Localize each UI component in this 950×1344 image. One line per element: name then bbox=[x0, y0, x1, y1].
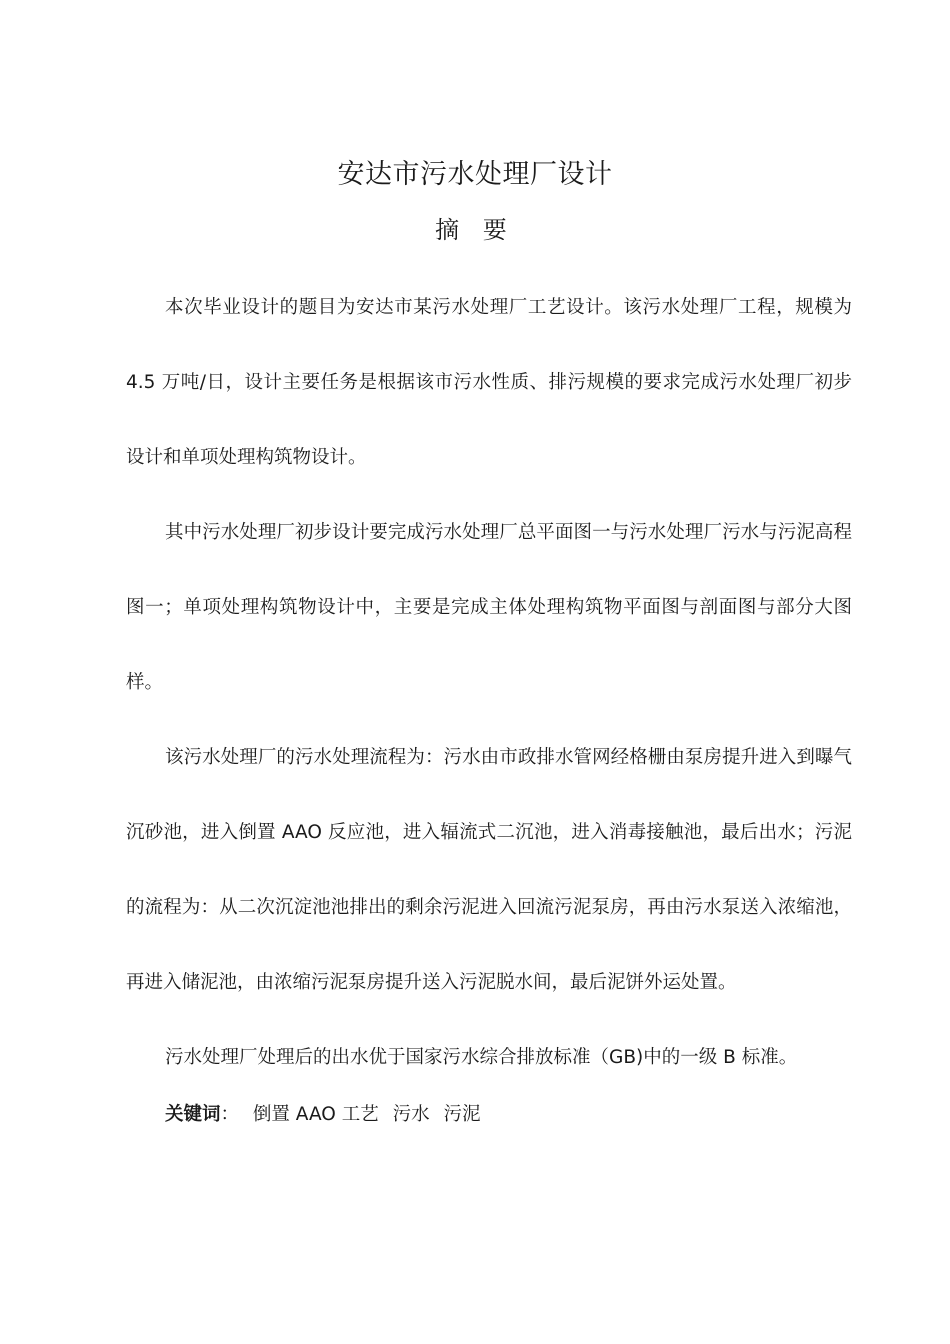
abstract-paragraph-2: 其中污水处理厂初步设计要完成污水处理厂总平面图一与污水处理厂污水与污泥高程图一；单项处理构筑物设计中，主要是完成主体处理构筑物平面图与剖面图与部分大图样。 bbox=[126, 522, 852, 693]
abstract-paragraph-1: 本次毕业设计的题目为安达市某污水处理厂工艺设计。该污水处理厂工程，规模为 4.5 万吨/日，设计主要任务是根据该市污水性质、排污规模的要求完成污水处理厂初步设计和单项处理构筑物设计。 bbox=[126, 297, 852, 468]
keyword-item: 污水 bbox=[392, 1104, 430, 1125]
keywords-separator: ： bbox=[220, 1104, 240, 1125]
document-title: 安达市污水处理厂设计 bbox=[337, 159, 613, 190]
keywords-line bbox=[165, 1097, 481, 1133]
keyword-item: 污泥 bbox=[443, 1104, 481, 1125]
keywords-label: 关键词 bbox=[165, 1104, 221, 1125]
abstract-heading: 摘 要 bbox=[435, 216, 515, 244]
keyword-item: 倒置 AAO 工艺 bbox=[252, 1104, 379, 1125]
abstract-paragraph-3: 该污水处理厂的污水处理流程为：污水由市政排水管网经格栅由泵房提升进入到曝气沉砂池，进入倒置 AAO 反应池，进入辐流式二沉池，进入消毒接触池，最后出水；污泥的流程为：从二次沉淀池池排出的剩余污泥进入回流污泥泵房，再由污水泵送入浓缩池，再进入储泥池，由浓缩污泥泵房提升送入污泥脱水间，最后泥饼外运处置。 bbox=[126, 747, 852, 993]
abstract-body bbox=[126, 270, 852, 1095]
abstract-paragraph-4: 污水处理厂处理后的出水优于国家污水综合排放标准（GB)中的一级 B 标准。 bbox=[165, 1047, 798, 1068]
